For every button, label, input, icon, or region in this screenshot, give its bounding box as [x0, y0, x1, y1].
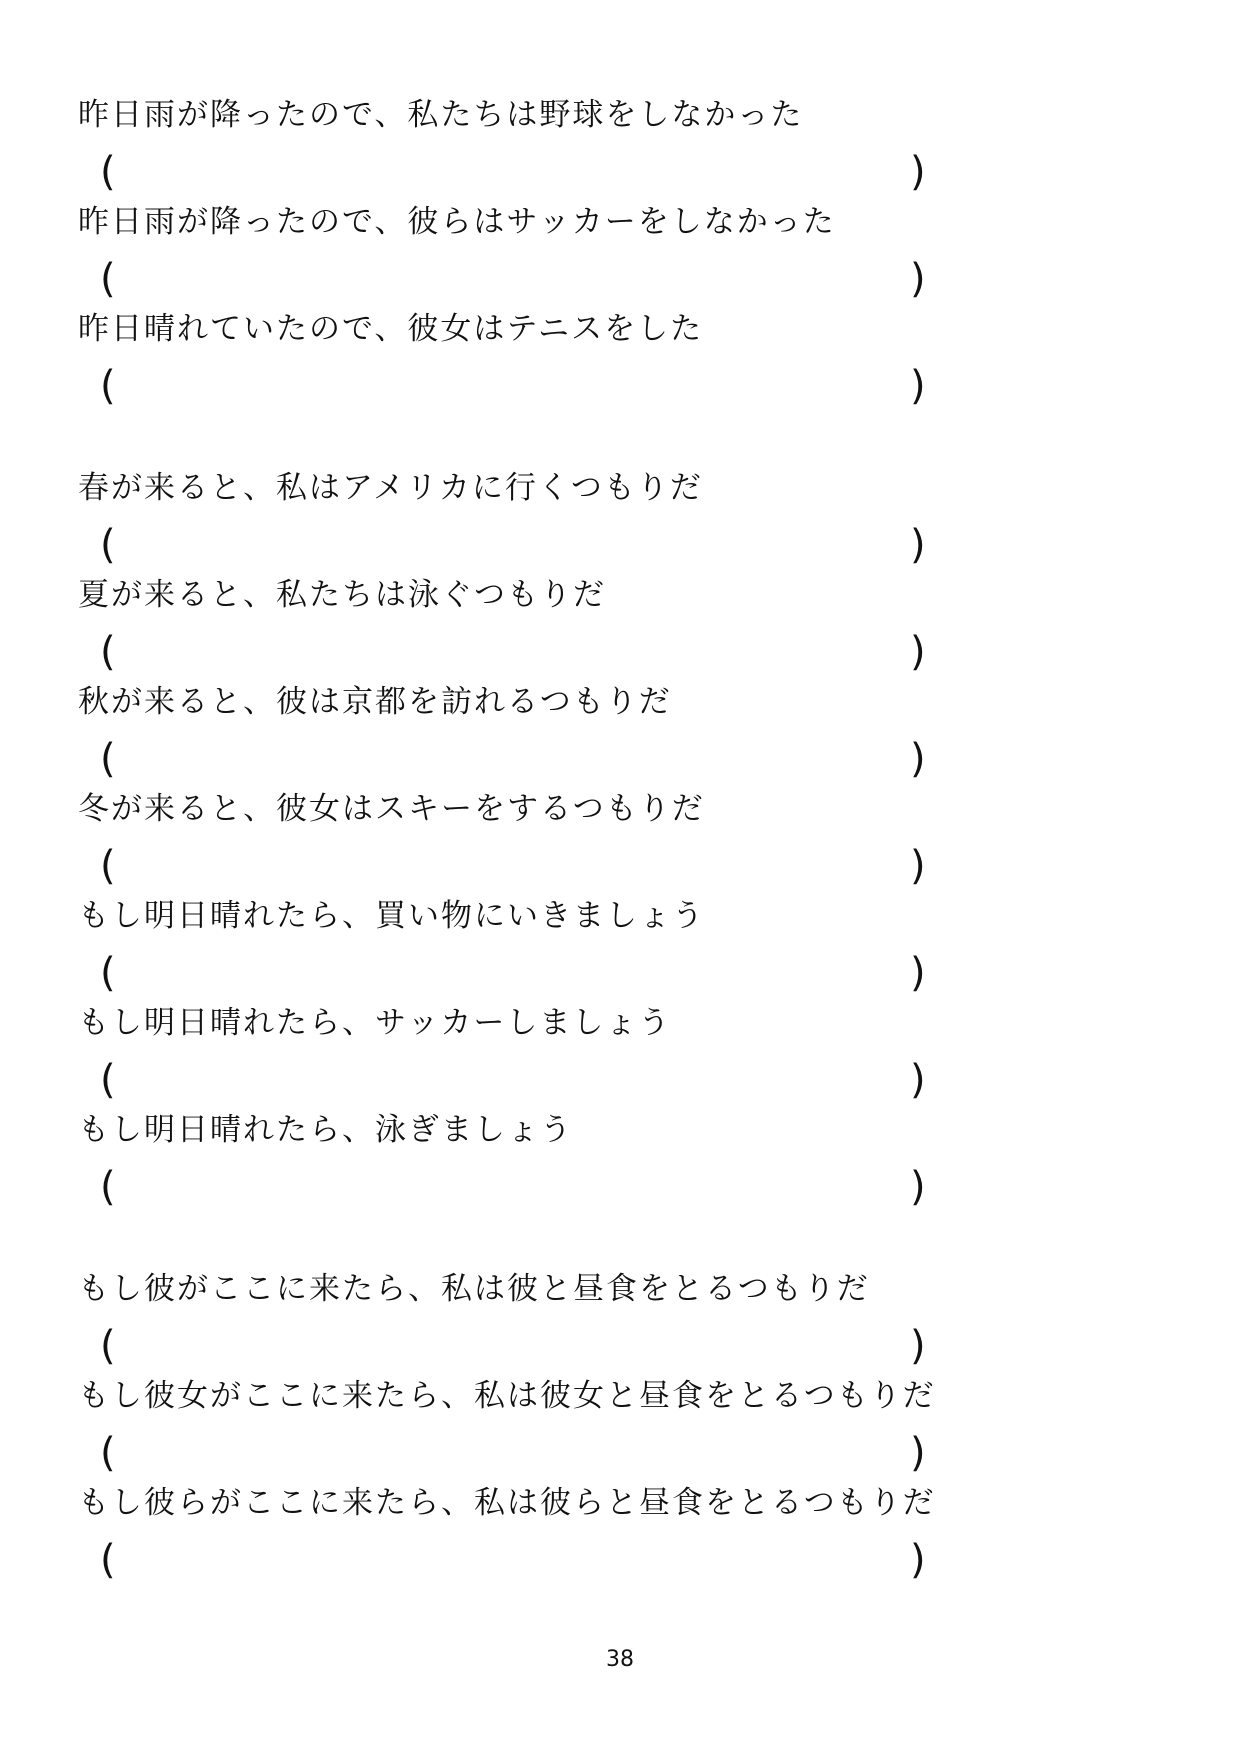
close-paren: ): [910, 843, 926, 889]
exercise-prompt: もし彼らがここに来たら、私は彼らと昼食をとるつもりだ: [78, 1485, 936, 1521]
open-paren: (: [100, 950, 116, 996]
exercise-prompt: 秋が来ると、彼は京都を訪れるつもりだ: [78, 684, 672, 720]
exercise-prompt: もし彼がここに来たら、私は彼と昼食をとるつもりだ: [78, 1271, 870, 1307]
close-paren: ): [910, 522, 926, 568]
answer-blank[interactable]: [78, 518, 958, 572]
open-paren: (: [100, 522, 116, 568]
exercise-1: [78, 95, 958, 199]
close-paren: ): [910, 736, 926, 782]
open-paren: (: [100, 1164, 116, 1210]
answer-blank[interactable]: [78, 1160, 958, 1214]
open-paren: (: [100, 843, 116, 889]
open-paren: (: [100, 256, 116, 302]
open-paren: (: [100, 1323, 116, 1369]
page-number: 38: [606, 1647, 634, 1672]
close-paren: ): [910, 1430, 926, 1476]
open-paren: (: [100, 736, 116, 782]
answer-blank[interactable]: [78, 625, 958, 679]
exercise-prompt: 昨日雨が降ったので、私たちは野球をしなかった: [78, 97, 804, 133]
exercise-8: [78, 896, 958, 1000]
exercise-10: [78, 1110, 958, 1214]
exercise-2: [78, 202, 958, 306]
exercise-prompt: もし明日晴れたら、泳ぎましょう: [78, 1112, 573, 1148]
exercise-12: [78, 1376, 958, 1480]
answer-blank[interactable]: [78, 1053, 958, 1107]
exercise-prompt: もし明日晴れたら、買い物にいきましょう: [78, 898, 705, 934]
exercise-4: [78, 468, 958, 572]
answer-blank[interactable]: [78, 732, 958, 786]
answer-blank[interactable]: [78, 1319, 958, 1373]
exercise-prompt: 昨日雨が降ったので、彼らはサッカーをしなかった: [78, 204, 836, 240]
open-paren: (: [100, 1537, 116, 1583]
close-paren: ): [910, 950, 926, 996]
exercise-prompt: 春が来ると、私はアメリカに行くつもりだ: [78, 470, 703, 506]
close-paren: ): [910, 1537, 926, 1583]
exercise-13: [78, 1483, 958, 1587]
close-paren: ): [910, 1323, 926, 1369]
exercise-6: [78, 682, 958, 786]
exercise-5: [78, 575, 958, 679]
answer-blank[interactable]: [78, 946, 958, 1000]
exercise-prompt: 昨日晴れていたので、彼女はテニスをした: [78, 311, 704, 347]
close-paren: ): [910, 149, 926, 195]
answer-blank[interactable]: [78, 1426, 958, 1480]
close-paren: ): [910, 1057, 926, 1103]
exercise-9: [78, 1003, 958, 1107]
exercise-prompt: もし彼女がここに来たら、私は彼女と昼食をとるつもりだ: [78, 1378, 936, 1414]
answer-blank[interactable]: [78, 252, 958, 306]
answer-blank[interactable]: [78, 839, 958, 893]
answer-blank[interactable]: [78, 359, 958, 413]
exercise-prompt: 冬が来ると、彼女はスキーをするつもりだ: [78, 791, 705, 827]
close-paren: ): [910, 256, 926, 302]
close-paren: ): [910, 363, 926, 409]
open-paren: (: [100, 149, 116, 195]
exercise-prompt: もし明日晴れたら、サッカーしましょう: [78, 1005, 672, 1041]
open-paren: (: [100, 629, 116, 675]
exercise-7: [78, 789, 958, 893]
answer-blank[interactable]: [78, 1533, 958, 1587]
open-paren: (: [100, 1057, 116, 1103]
close-paren: ): [910, 629, 926, 675]
close-paren: ): [910, 1164, 926, 1210]
answer-blank[interactable]: [78, 145, 958, 199]
exercise-prompt: 夏が来ると、私たちは泳ぐつもりだ: [78, 577, 606, 613]
exercise-3: [78, 309, 958, 413]
open-paren: (: [100, 363, 116, 409]
open-paren: (: [100, 1430, 116, 1476]
exercise-11: [78, 1269, 958, 1373]
